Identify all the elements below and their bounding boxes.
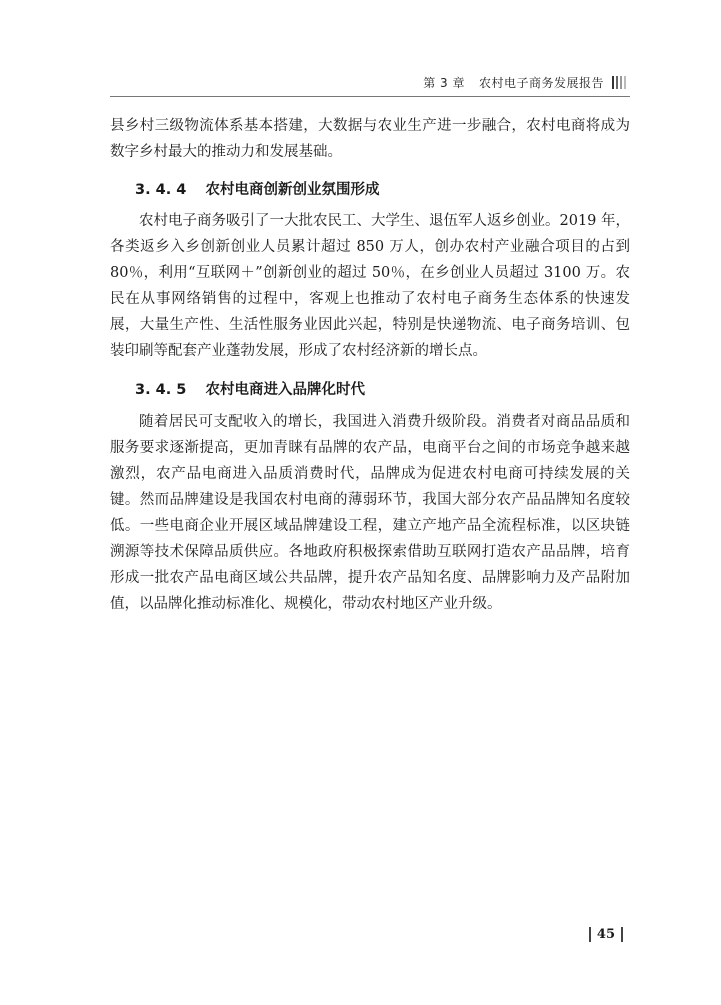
chapter-title: 农村电子商务发展报告 <box>478 75 604 90</box>
header-bars-decoration <box>610 76 626 89</box>
section-heading-3-4-4 <box>135 178 379 199</box>
section-body-3-4-4 <box>110 208 630 364</box>
running-header <box>423 72 626 92</box>
intro-block <box>110 113 630 165</box>
section-title: 农村电商创新创业氛围形成 <box>205 182 380 198</box>
section-title: 农村电商进入品牌化时代 <box>205 382 365 398</box>
page-bar-right <box>621 927 623 942</box>
section-heading-3-4-5 <box>135 378 365 399</box>
section-body-3-4-5 <box>110 409 630 617</box>
section-number: 3. 4. 4 <box>135 182 187 198</box>
intro-paragraph: 县乡村三级物流体系基本搭建，大数据与农业生产进一步融合，农村电商将成为数字乡村最大的推动力和发展基础。 <box>110 118 630 160</box>
header-rule <box>110 96 630 97</box>
page-number-box <box>583 927 629 942</box>
section-number: 3. 4. 5 <box>135 382 187 398</box>
page-number: 45 <box>596 927 615 942</box>
chapter-label: 第 3 章 <box>423 75 465 90</box>
page-bar-left <box>589 927 591 942</box>
body-paragraph: 随着居民可支配收入的增长，我国进入消费升级阶段。消费者对商品品质和服务要求逐渐提高，更加青睐有品牌的农产品，电商平台之间的市场竞争越来越激烈，农产品电商进入品质消费时代，品牌成为促进农村电商可持续发展的关键。然而品牌建设是我国农村电商的薄弱环节，我国大部分农产品品牌知名度较低。一些电商企业开展区域品牌建设工程，建立产地产品全流程标准，以区块链溯源等技术保障品质供应。各地政府积极探索借助互联网打造农产品品牌，培育形成一批农产品电商区域公共品牌，提升农产品知名度、品牌影响力及产品附加值，以品牌化推动标准化、规模化，带动农村地区产业升级。 <box>110 414 630 612</box>
body-paragraph: 农村电子商务吸引了一大批农民工、大学生、退伍军人返乡创业。2019 年，各类返乡入乡创新创业人员累计超过 850 万人，创办农村产业融合项目的占到 80％，利用“互联网＋”创新创业的超过 50％，在乡创业人员超过 3100 万。农民在从事网络销售的过程中，客观上也推动了农村电子商务生态体系的快速发展，大量生产性、生活性服务业因此兴起，特别是快递物流、电子商务培训、包装印刷等配套产业蓬勃发展，形成了农村经济新的增长点。 <box>110 213 631 359</box>
